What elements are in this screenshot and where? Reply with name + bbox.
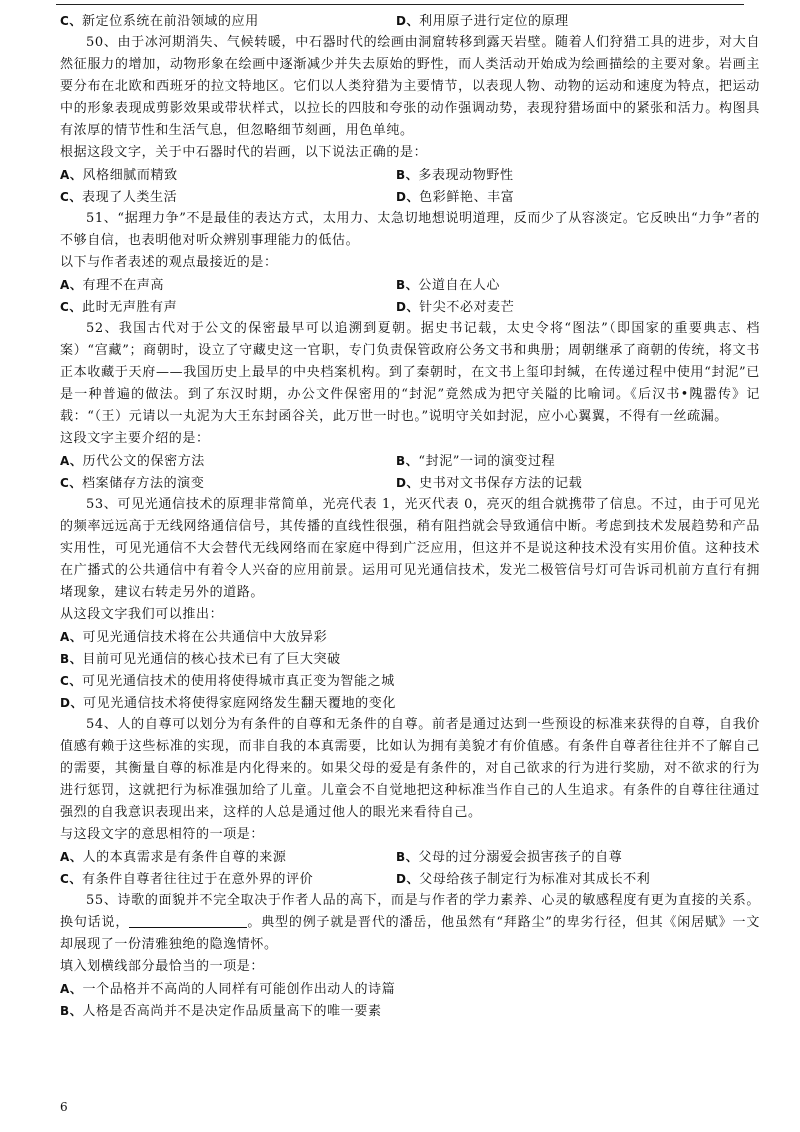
- option-row: [60, 450, 760, 472]
- option-label: D、: [396, 476, 420, 490]
- option-label: B、: [396, 168, 419, 182]
- option-text: 可见光通信技术的使用将使得城市真正变为智能之城: [82, 674, 395, 689]
- question-53-passage: 53、可见光通信技术的原理非常简单，光亮代表 1，光灭代表 0，亮灭的组合就携带了信息。不过，由于可见光的频率远远高于无线网络通信信号，其传播的直线性很强，稍有阻挡就会导致通信中断。考虑到技术发展趋势和产品实用性，可见光通信不大会替代无线网络而在家庭中得到广泛应用，但这并不是说这种技术没有实用价值。这种技术在广播式的公共通信中有着令人兴奋的应用前景。运用可见光通信技术，发光二极管信号灯可告诉司机前方直行有拥堵现象，建议右转走另外的道路。: [60, 497, 760, 600]
- option-label: D、: [60, 696, 84, 710]
- option-text: 目前可见光通信的核心技术已有了巨大突破: [82, 652, 341, 667]
- option-text: 人格是否高尚并不是决定作品质量高下的唯一要素: [82, 1004, 382, 1019]
- option-label: D、: [396, 300, 420, 314]
- option-d[interactable]: [60, 692, 760, 714]
- option-text: 风格细腻而精致: [82, 168, 178, 183]
- option-text: 表现了人类生活: [82, 190, 178, 205]
- question-52-prompt: 这段文字主要介绍的是：: [60, 431, 210, 446]
- option-b[interactable]: [396, 164, 514, 186]
- question-51-passage: 51、“据理力争”不是最佳的表达方式，太用力、太急切地想说明道理，反而少了从容淡定。它反映出“力争”者的不够自信，也表明他对听众辨别事理能力的低估。: [60, 211, 760, 248]
- option-a[interactable]: [60, 450, 396, 472]
- option-a[interactable]: [60, 164, 396, 186]
- header-rule: [56, 4, 744, 5]
- option-text: 父母的过分溺爱会损害孩子的自尊: [418, 850, 623, 865]
- option-text: 可见光通信技术将使得家庭网络发生翻天覆地的变化: [83, 696, 396, 711]
- option-b[interactable]: [396, 846, 622, 868]
- option-text: 色彩鲜艳、丰富: [419, 190, 515, 205]
- question-51-prompt: 以下与作者表述的观点最接近的是：: [60, 255, 278, 270]
- option-label: C、: [60, 872, 83, 886]
- option-c[interactable]: [60, 296, 396, 318]
- option-text: “封泥”一词的演变过程: [418, 454, 556, 469]
- option-text: 父母给孩子制定行为标准对其成长不利: [419, 872, 651, 887]
- option-label: C、: [60, 300, 83, 314]
- option-row: [60, 186, 760, 208]
- option-b[interactable]: [60, 1000, 760, 1022]
- option-c[interactable]: [60, 472, 396, 494]
- option-text: 档案储存方法的演变: [82, 476, 205, 491]
- option-b[interactable]: [396, 274, 500, 296]
- option-c[interactable]: [60, 868, 396, 890]
- option-label: A、: [60, 454, 83, 468]
- option-text: 人的本真需求是有条件自尊的来源: [82, 850, 287, 865]
- question-52-passage: 52、我国古代对于公文的保密最早可以追溯到夏朝。据史书记载，太史令将“图法”（即国家的重要典志、档案）“宫藏”；商朝时，设立了守藏史这一官职，专门负责保管政府公务文书和典册；周朝继承了商朝的传统，将文书正本收藏于天府——我国历史上最早的中央档案机构。到了秦朝时，在文书上玺印封缄，在传递过程中使用“封泥”已是一种普遍的做法。到了东汉时期，办公文件保密用的“封泥”竟然成为把守关隘的比喻词。《后汉书•隗嚣传》记载：“（王）元请以一丸泥为大王东封函谷关，此万世一时也。”说明守关如封泥，应小心翼翼，不得有一丝疏漏。: [60, 321, 760, 424]
- option-label: D、: [396, 190, 420, 204]
- option-text: 多表现动物野性: [418, 168, 514, 183]
- option-a[interactable]: [60, 846, 396, 868]
- option-label: B、: [60, 1004, 83, 1018]
- option-label: B、: [60, 652, 83, 666]
- question-50-passage: 50、由于冰河期消失、气候转暖，中石器时代的绘画由洞窟转移到露天岩壁。随着人们狩猎工具的进步，对大自然征服力的增加，动物形象在绘画中逐渐减少并失去原始的野性，而人类活动开始成为绘画描绘的主要对象。岩画主要分布在北欧和西班牙的拉文特地区。它们以人类狩猎为主要情节，以表现人物、动物的运动和速度为特点，把运动中的形象表现成剪影效果或带状样式，以拉长的四肢和夸张的动作强调动势，表现狩猎场面中的紧张和活力。构图具有浓厚的情节性和生活气息，但忽略细节刻画，用色单纯。: [60, 35, 760, 138]
- option-label: B、: [396, 850, 419, 864]
- option-label: D、: [396, 872, 420, 886]
- question-53-prompt: 从这段文字我们可以推出：: [60, 607, 224, 622]
- option-a[interactable]: [60, 274, 396, 296]
- option-row: [60, 296, 760, 318]
- option-label: B、: [396, 278, 419, 292]
- option-b[interactable]: [396, 450, 555, 472]
- option-d[interactable]: [396, 472, 582, 494]
- option-label: C、: [60, 476, 83, 490]
- option-d[interactable]: [396, 296, 514, 318]
- option-text: 针尖不必对麦芒: [419, 300, 515, 315]
- option-b[interactable]: [60, 648, 760, 670]
- option-c[interactable]: [60, 670, 760, 692]
- option-label: B、: [396, 454, 419, 468]
- option-text: 公道自在人心: [418, 278, 500, 293]
- option-label: D、: [396, 14, 420, 28]
- option-text: 历代公文的保密方法: [82, 454, 205, 469]
- question-54-prompt: 与这段文字的意思相符的一项是：: [60, 827, 265, 842]
- answer-blank[interactable]: [129, 913, 247, 928]
- option-c[interactable]: [60, 186, 396, 208]
- option-text: 一个品格并不高尚的人同样有可能创作出动人的诗篇: [82, 982, 396, 997]
- option-d[interactable]: [396, 10, 569, 32]
- option-d[interactable]: [396, 868, 650, 890]
- page-content: [60, 14, 760, 1022]
- option-a[interactable]: [60, 978, 760, 1000]
- option-text: 有理不在声高: [82, 278, 165, 293]
- option-label: C、: [60, 14, 83, 28]
- option-text: 利用原子进行定位的原理: [419, 14, 569, 29]
- option-row: [60, 472, 760, 494]
- option-label: A、: [60, 168, 83, 182]
- page-number: 6: [60, 1100, 68, 1114]
- option-a[interactable]: [60, 626, 760, 648]
- passage-before-blank: 55、诗歌的面貌并不完全取决于作者人品的高下，而是与作者的学力素养、心灵的敏感程度有更为直接的关系。换句话说，: [60, 893, 760, 930]
- passage-after-blank: 。典型的例子就是晋代的潘岳，他虽然有“拜路尘”的卑劣行径，但其《闲居赋》一文却展现了一份清雅独绝的隐逸情怀。: [60, 915, 760, 952]
- option-text: 新定位系统在前沿领域的应用: [82, 14, 259, 29]
- option-text: 可见光通信技术将在公共通信中大放异彩: [82, 630, 328, 645]
- option-label: C、: [60, 190, 83, 204]
- option-text: 此时无声胜有声: [82, 300, 178, 315]
- option-row: [60, 10, 760, 32]
- option-label: A、: [60, 982, 83, 996]
- option-row: [60, 274, 760, 296]
- question-50-prompt: 根据这段文字，关于中石器时代的岩画，以下说法正确的是：: [60, 145, 428, 160]
- option-c[interactable]: [60, 10, 396, 32]
- option-row: [60, 868, 760, 890]
- option-text: 有条件自尊者往往过于在意外界的评价: [82, 872, 314, 887]
- option-label: C、: [60, 674, 83, 688]
- option-row: [60, 164, 760, 186]
- option-text: 史书对文书保存方法的记载: [419, 476, 583, 491]
- option-label: A、: [60, 850, 83, 864]
- question-54-passage: 54、人的自尊可以划分为有条件的自尊和无条件的自尊。前者是通过达到一些预设的标准来获得的自尊，自我价值感有赖于这些标准的实现，而非自我的本真需要，比如认为拥有美貌才有价值感。有条件自尊者往往并不了解自己的需要，其衡量自尊的标准是内化得来的。如果父母的爱是有条件的，对自己欲求的行为进行奖励，对不欲求的行为进行惩罚，这就把行为标准强加给了儿童。儿童会不自觉地把这种标准当作自己的人生追求。有条件的自尊往往通过强烈的自我意识表现出来，这样的人总是通过他人的眼光来看待自己。: [60, 717, 760, 820]
- option-row: [60, 846, 760, 868]
- question-55-prompt: 填入划横线部分最恰当的一项是：: [60, 959, 265, 974]
- option-label: A、: [60, 630, 83, 644]
- option-label: A、: [60, 278, 83, 292]
- option-d[interactable]: [396, 186, 514, 208]
- question-55-passage: [60, 890, 760, 956]
